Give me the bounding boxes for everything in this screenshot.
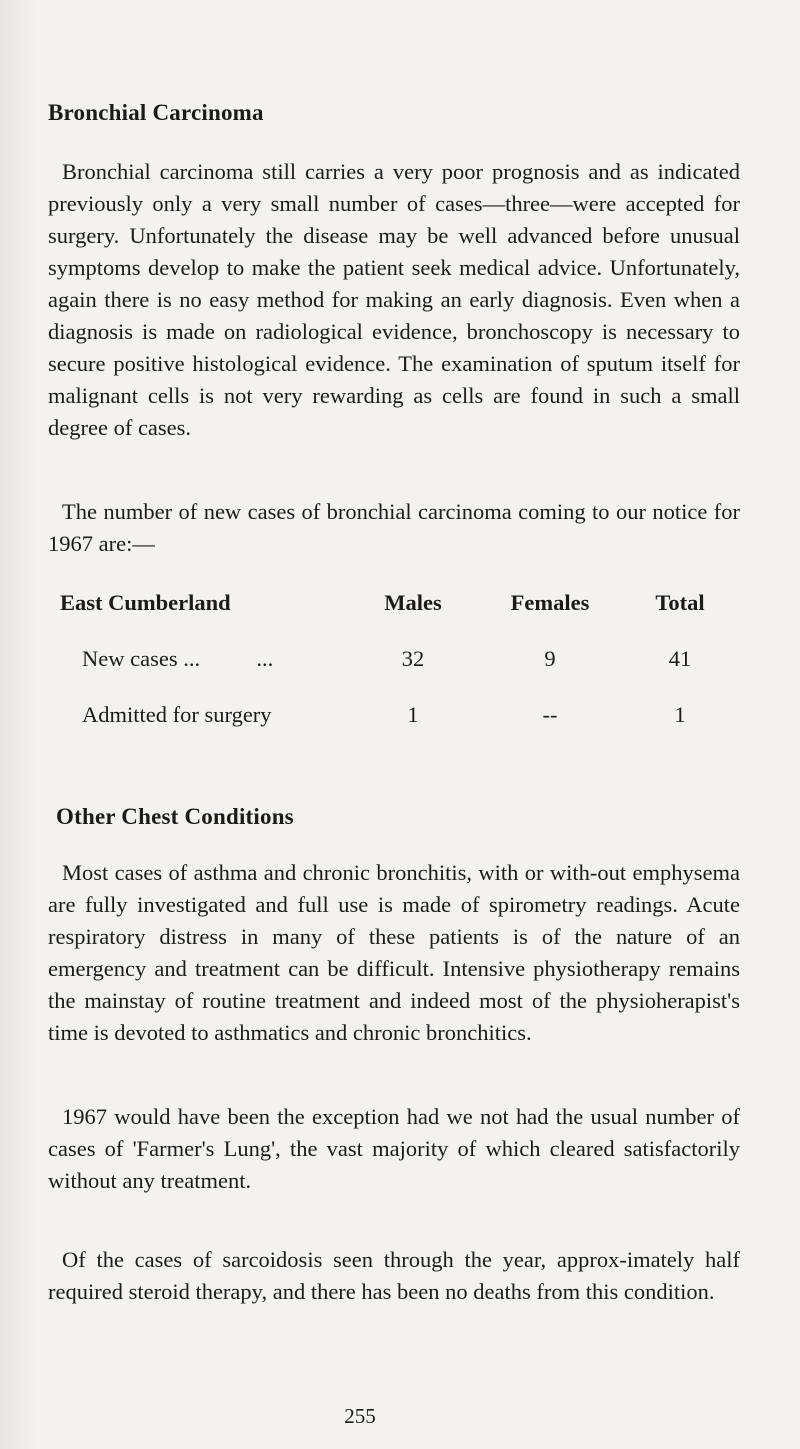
row-label-admitted-for-surgery: Admitted for surgery [82, 702, 272, 727]
row-value-males: 1 [407, 702, 419, 727]
table-header-row [60, 590, 750, 622]
table-header-males: Males [384, 590, 442, 615]
paragraph-asthma-bronchitis: Most cases of asthma and chronic bronchitis, with or with-out emphysema are fully investigated and full use is made of spirometry readings. Acute respiratory distress in many of these patients is of the nature of an emergency and treatment can be difficult. Intensive physiotherapy remains the mainstay of routine treatment and indeed most of the physioherapist's time is devoted to asthmatics and chronic bronchitics. [48, 860, 740, 1045]
paragraph-new-cases-intro: The number of new cases of bronchial carcinoma coming to our notice for 1967 are:— [48, 499, 740, 556]
paragraph-farmers-lung: 1967 would have been the exception had we not had the usual number of cases of 'Farmer's Lung', the vast majority of which cleared satisfactorily without any treatment. [48, 1104, 740, 1193]
row-label-new-cases: New cases ... ... [82, 646, 274, 671]
row-value-females: -- [542, 702, 558, 727]
table-header-females: Females [510, 590, 590, 615]
table-row [60, 646, 750, 678]
row-value-total: 41 [668, 646, 692, 671]
page-number: 255 [344, 1404, 376, 1428]
table-row [60, 702, 750, 734]
section-heading-bronchial-carcinoma: Bronchial Carcinoma [48, 100, 264, 125]
row-value-total: 1 [674, 702, 686, 727]
row-value-females: 9 [544, 646, 556, 671]
table-header-total: Total [655, 590, 705, 615]
row-value-males: 32 [401, 646, 425, 671]
section-heading-other-chest-conditions: Other Chest Conditions [56, 804, 294, 829]
table-header-region: East Cumberland [60, 590, 231, 615]
paragraph-sarcoidosis: Of the cases of sarcoidosis seen through the year, approx-imately half required steroid therapy, and there has been no deaths from this condition. [48, 1247, 740, 1304]
paragraph-bronchial-prognosis: Bronchial carcinoma still carries a very poor prognosis and as indicated previously only a very small number of cases—three—were accepted for surgery. Unfortunately the disease may be well advanced before unusual symptoms develop to make the patient seek medical advice. Unfortunately, again there is no easy method for making an early diagnosis. Even when a diagnosis is made on radiological evidence, bronchoscopy is necessary to secure positive histological evidence. The examination of sputum itself for malignant cells is not very rewarding as cells are found in such a small degree of cases. [48, 159, 740, 440]
